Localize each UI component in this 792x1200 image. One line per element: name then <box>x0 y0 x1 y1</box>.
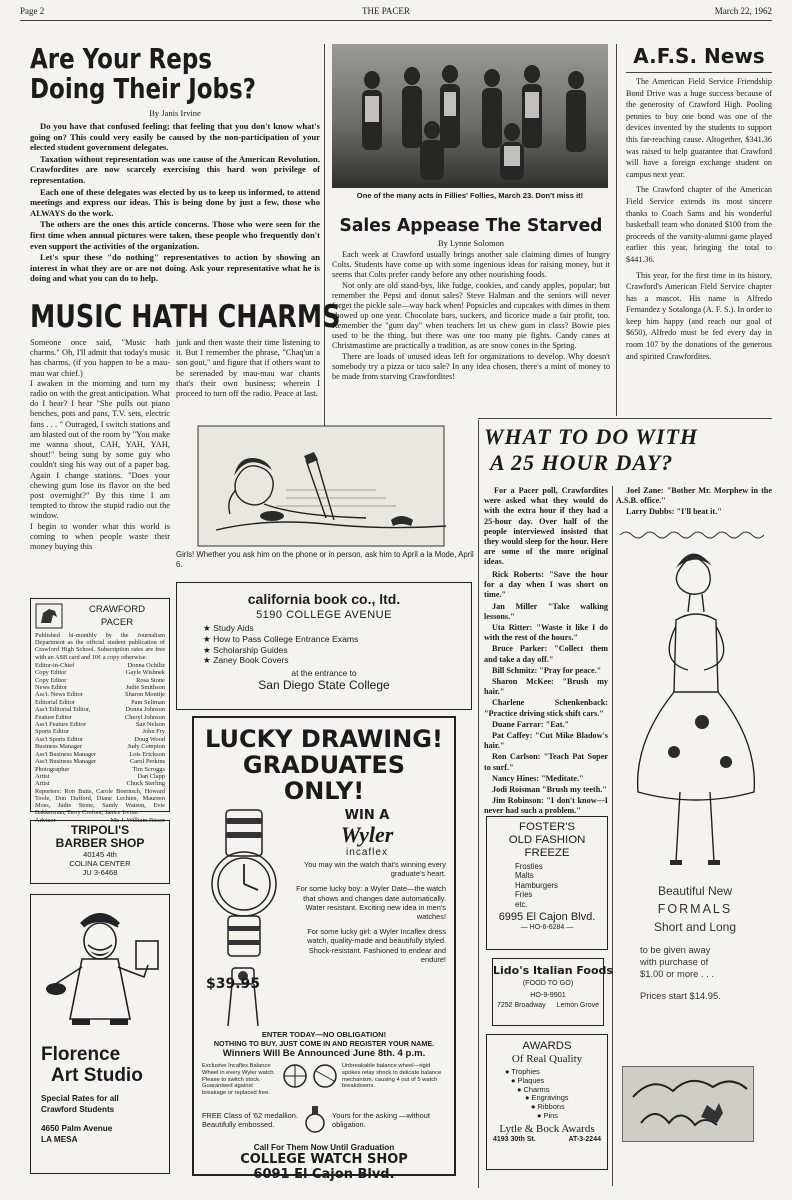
tripoli-address-1: 40145 4th <box>83 850 117 859</box>
sales-headline: Sales Appease The Starved <box>339 215 603 236</box>
newspaper-name: THE PACER <box>362 6 410 16</box>
staff-name: Lois Erickson <box>129 750 165 758</box>
wyler-middle <box>202 808 446 1028</box>
horse-logo-icon <box>35 603 63 629</box>
bullet-icon: ★ <box>203 633 214 644</box>
reps-article <box>30 44 320 285</box>
fosters-name-3: FREEZE <box>524 847 570 859</box>
staff-name: Pam Seliman <box>131 698 165 706</box>
column-rule <box>612 486 613 1186</box>
awards-item-text: Plaques <box>517 1075 545 1085</box>
formals-line-2: FORMALS <box>657 902 733 916</box>
wyler-text-3: For some lucky girl: a Wyler Incaflex dress watch, quality-made and beautifully styled. Shock-resistant. Fashioned to endear and endure! <box>307 927 446 964</box>
wyler-call: Call For Them Now Until Graduation <box>253 1142 395 1152</box>
pacer-title-line2: PACER <box>100 617 134 628</box>
wyler-headline-3: ONLY! <box>283 777 365 805</box>
medallion-icon <box>304 1105 326 1135</box>
column-rule <box>616 44 617 416</box>
staff-name: Gayle Wishnek <box>125 669 165 677</box>
wyler-text-1: You may win the watch that's winning every graduate's heart. <box>303 860 446 879</box>
music-headline: MUSIC HATH CHARMS <box>30 299 341 335</box>
california-book-item <box>203 623 453 634</box>
staff-role: Copy Editor <box>35 669 67 677</box>
wyler-balance-text-2: Unbreakable balance wheel—rigid spokes relay shock to delicate balance mechanism, causing 4 out of 5 watch breakdowns. <box>342 1063 442 1090</box>
staff-row <box>35 736 165 743</box>
hour-quote: Ron Carlson: "Teach Pat Soper to surf." <box>484 752 608 772</box>
lidos-name: Lido's Italian Foods <box>493 964 613 977</box>
reps-headline-1: Are Your Reps <box>30 42 212 75</box>
staff-row <box>35 699 165 706</box>
awards-item-text: Trophies <box>511 1067 540 1076</box>
wyler-subbrand: incaflex <box>346 847 388 858</box>
tripoli-address-2: COLINA CENTER <box>69 859 131 868</box>
florence-ad <box>30 894 170 1174</box>
california-book-college: San Diego State College <box>258 678 390 693</box>
wyler-ad <box>192 716 456 1182</box>
column-rule <box>478 420 479 1188</box>
staff-name: Donna Ochiltz <box>127 661 165 669</box>
follies-silhouettes <box>332 44 608 188</box>
fosters-menu <box>487 862 607 909</box>
staff-role: Ass't. News Editor <box>35 691 83 699</box>
bullet-icon: ● <box>537 1110 544 1120</box>
staff-role: Editor-in-Chief <box>35 661 75 669</box>
staff-name: Doug Wood <box>134 735 165 743</box>
pacer-staff-list <box>35 662 165 788</box>
awards-item-text: Ribbons <box>537 1102 565 1112</box>
staff-role: Photographer <box>35 765 70 773</box>
reps-paragraph: Taxation without representation was one cause of the American Revolution. Crawfordites are now scarcely exercising this hard won privilege of representation. <box>30 153 320 185</box>
staff-row <box>35 721 165 728</box>
artist-illustration <box>32 901 168 1037</box>
awards-phone: AT-3-2244 <box>568 1135 601 1143</box>
sales-article <box>332 216 610 383</box>
bullet-icon: ● <box>531 1102 538 1112</box>
watch-illustration <box>202 808 288 1028</box>
pacer-reporters: Reporters: Ron Butts, Carole Boernsch, Howard Toole, Don Dufford, Diane Lechien, Maureen Moss, Judie Stone, Sandy Watson, Evie Bakkerman, Terry Crofoot, Janice Irvine. <box>35 787 165 817</box>
california-book-item-text: Study Aids <box>213 623 254 633</box>
pacer-title <box>69 603 165 629</box>
staff-role: Business Manager <box>35 743 83 751</box>
staff-name: Sharon Montije <box>125 691 165 699</box>
staff-role: Artist <box>35 780 50 788</box>
staff-name: Mr. J. William Risser <box>110 816 165 824</box>
tripoli-name-1: TRIPOLI'S <box>70 823 130 837</box>
staff-row <box>35 662 165 669</box>
california-book-name: california book co., ltd. <box>247 591 401 607</box>
lidos-ad <box>492 958 613 1026</box>
wyler-brand: Wyler <box>340 822 394 847</box>
wyler-text-column <box>288 808 446 1028</box>
formals-border <box>618 528 772 542</box>
fosters-menu-item-text: Malts <box>515 871 534 881</box>
awards-title: AWARDS <box>522 1040 572 1052</box>
music-column-1: Someone once said, "Music hath charms." Oh, I'll admit that today's music has charms, (if you happen to be a mau-mau war chief.) I awaken in the morning and turn my radio on with the great anticipation. What do I hear? I hear "She pulls out piano benches, pots and pans, T.V. sets, electric fans . . . " Outraged, I switch stations and am blasted out of the room by "You make me wanna shout, CAH, YAH, YAH, shout!" being sung by some guy who couldn't sing his way out of a paper bag. Again I change stations. "Does your chewing gum lose its flavor on the bed post overnight?" By this time I am tempted to throw the stupid radio out the window. I begin to wonder what this world is coming to when people waste their money buying this <box>30 338 170 552</box>
wyler-shop: COLLEGE WATCH SHOP <box>240 1151 408 1167</box>
tripoli-ad <box>30 820 170 884</box>
fosters-menu-item-text: Fries <box>515 890 533 900</box>
florence-line-2: Crawford Students <box>41 1105 115 1114</box>
florence-address-1: 4650 Palm Avenue <box>41 1124 113 1133</box>
hour-day-article <box>484 424 772 476</box>
fosters-menu-item <box>515 890 607 899</box>
staff-role: Advisor <box>35 816 56 824</box>
staff-name: Chuck Sterling <box>126 780 165 788</box>
staff-name: Judie Smithson <box>125 684 165 692</box>
wyler-free-text-2: Yours for the asking —without obligation. <box>332 1110 430 1129</box>
wyler-text-2: For some lucky boy: a Wyler Date—the watch that shows and changes date automatically. Water resistant. Exciting new idea in men's watches! <box>296 884 446 922</box>
afs-article <box>626 44 772 363</box>
balance-wheel-broken-icon <box>312 1063 338 1089</box>
sales-paragraph: There are loads of unused ideas left for organizations to develop. Why doesn't somebody try a pizza or taco sale? In any idea chosen, there's a mint of money to be made from starving Crawfordites! <box>332 352 610 381</box>
fosters-menu-item <box>515 862 607 871</box>
afs-paragraph: The American Field Service Friendship Bond Drive was a huge success because of the generosity of Crawford High. Pooling pennies to buy one bond was one of the devices invented by the students to support this far-reaching cause. Altogether, $341.36 was raised to help guarantee that Crawford will have a foreign exchange student on campus next year. <box>626 77 772 179</box>
formals-ad <box>618 528 772 1178</box>
afs-paragraph: This year, for the first time in its history, Crawford's American Field Service chapter has a mascot. His name is Alfredo Fernandez y Sotalonga (A. F. S.). In order to keep him happy (and reach our goal of $650), Alfredo must be fed every day in room 107 by the donations of the generous and spirited Crawfordites. <box>626 270 772 361</box>
california-book-at: at the entrance to <box>291 668 357 679</box>
sales-body <box>332 250 610 382</box>
staff-role: Ass't Editorial Editor, <box>35 706 91 714</box>
fosters-menu-item-text: Hamburgers <box>515 880 558 890</box>
girl-phone-ad <box>176 420 474 570</box>
fosters-menu-item-text: Frosties <box>515 862 543 871</box>
awards-address: 4193 30th St. <box>493 1135 536 1143</box>
formal-dress-illustration <box>618 542 772 872</box>
wyler-headline-1: LUCKY DRAWING! <box>205 725 443 753</box>
california-book-item-text: How to Pass College Entrance Exams <box>213 633 359 644</box>
fosters-name-2: OLD FASHION <box>508 834 586 846</box>
staff-row <box>35 780 165 787</box>
florence-text <box>31 1045 169 1145</box>
awards-item-text: Engravings <box>531 1093 569 1103</box>
tripoli-phone: JU 3-6468 <box>82 868 118 877</box>
california-book-ad <box>176 582 472 710</box>
page-number: Page 2 <box>20 6 45 16</box>
follies-caption: One of the many acts in Fillies' Follies, March 23. Don't miss it! <box>356 191 584 200</box>
wyler-enter-2: NOTHING TO BUY. JUST COME IN AND REGISTER YOUR NAME. <box>213 1039 435 1048</box>
fosters-address: 6995 El Cajon Blvd. <box>498 911 596 924</box>
hour-quote: Jodi Roisman "Brush my teeth." <box>492 785 607 795</box>
wyler-balance-row <box>202 1063 446 1097</box>
lidos-address-1: 7252 Broadway <box>497 1002 546 1009</box>
formals-line-6: $1.00 or more . . . <box>640 968 714 979</box>
hour-quote: Joel Zane: "Bother Mr. Morphew in the A.S.B. office." <box>616 486 772 506</box>
staff-name: Tim Scroggs <box>132 765 165 773</box>
california-book-item <box>203 655 453 666</box>
staff-name: John Fry <box>142 728 165 736</box>
staff-row <box>35 773 165 780</box>
staff-role: Ass't Business Manager <box>35 758 97 766</box>
awards-item-text: Pins <box>543 1110 558 1120</box>
music-column-2: junk and then waste their time listening to it. But I remember the phrase, "Chaq'un a son gout," and figure that if others want to be serenaded by mau-mau war chants that's their own business; wherein I proceed to turn off the radio. Peace at last. <box>176 338 320 399</box>
hour-headline-2: A 25 HOUR DAY? <box>490 450 674 475</box>
hour-quote: Bruce Parker: "Collect them and take a day off." <box>484 644 608 664</box>
fosters-menu-item-text: etc. <box>515 899 528 909</box>
staff-role: Ass't Sports Editor <box>35 735 84 743</box>
hour-quote: Nancy Hines: "Meditate." <box>492 773 584 783</box>
staff-role: News Editor <box>35 684 68 692</box>
hour-intro: For a Pacer poll, Crawfordites were asked what they would do with the extra hour if they had a 25-hour day. Over half of the people interviewed insisted that they would sleep for the hour. Here are some of the more original ideas. <box>484 486 608 567</box>
formals-line-7: Prices start $14.95. <box>640 990 721 1001</box>
staff-row <box>35 669 165 676</box>
staff-row <box>35 743 165 750</box>
california-book-item <box>203 645 453 656</box>
lidos-address <box>493 1001 603 1010</box>
florence-name-1: Florence <box>41 1044 121 1065</box>
awards-sub: Of Real Quality <box>511 1053 583 1065</box>
music-article <box>30 299 341 335</box>
staff-row <box>35 751 165 758</box>
bullet-icon: ● <box>505 1067 512 1076</box>
hour-quotes-right <box>616 486 772 519</box>
wyler-winners: Winners Will Be Announced June 8th. 4 p.m. <box>222 1048 426 1059</box>
lidos-sub: (FOOD TO GO) <box>522 978 574 987</box>
wyler-free-row <box>202 1105 446 1135</box>
california-book-address: 5190 COLLEGE AVENUE <box>256 609 392 621</box>
bullet-icon: ● <box>525 1093 532 1103</box>
afs-headline: A.F.S. News <box>633 44 765 68</box>
staff-role: Sports Editor <box>35 728 69 736</box>
girl-caption: Girls! Whether you ask him on the phone or in person, ask him to April a la Mode, April 6. <box>176 550 474 569</box>
bullet-icon: ★ <box>203 644 214 655</box>
staff-row <box>35 714 165 721</box>
wyler-enter-1: ENTER TODAY—NO OBLIGATION! <box>261 1030 387 1039</box>
staff-row <box>35 728 165 735</box>
formals-line-1: Beautiful New <box>657 884 733 898</box>
awards-items <box>487 1068 607 1121</box>
formals-line-4: to be given away <box>640 944 711 955</box>
staff-role: Editorial Editor <box>35 698 75 706</box>
california-book-item-text: Zaney Book Covers <box>213 655 289 666</box>
awards-name: Lytle & Bock Awards <box>499 1122 595 1135</box>
staff-name: Cheryl Johnson <box>125 713 165 721</box>
staff-row <box>35 706 165 713</box>
reps-paragraph: Let's spur these "do nothing" representatives to action by showing an interest in what they are or are not doing. Ask your representative what he is doing and what you can do to help. <box>30 252 320 284</box>
pacer-masthead <box>30 598 170 824</box>
lidos-phone: HO-9-9901 <box>530 990 566 999</box>
hour-quote: Charlene Schenkenback: "Practice driving stick shift cars." <box>484 698 608 718</box>
florence-name-2: Art Studio <box>51 1065 143 1086</box>
wyler-balance-text-1: Exclusive Incaflex Balance Wheel in every Wyler watch. Please to switch stock. Guaranteed against breakage or replaced free. <box>202 1063 276 1097</box>
fosters-menu-item <box>515 881 607 890</box>
tripoli-name-2: BARBER SHOP <box>55 836 145 850</box>
florence-line-1: Special Rates for all <box>41 1094 119 1103</box>
formals-line-3: Short and Long <box>653 920 737 934</box>
california-book-item <box>203 634 453 645</box>
california-book-item-text: Scholarship Guides <box>213 644 288 655</box>
wyler-headline-2: GRADUATES <box>242 751 406 779</box>
follies-photo <box>332 44 608 188</box>
hour-quote: Duane Farrar: "Eat." <box>492 719 570 729</box>
pacer-title-line1: CRAWFORD <box>88 604 146 615</box>
little-fawn-logo <box>622 1066 754 1142</box>
awards-item-text: Charms <box>523 1084 550 1094</box>
staff-row <box>35 758 165 765</box>
reps-byline: By Janis Irvine <box>149 108 201 118</box>
afs-rule <box>626 72 772 73</box>
reps-paragraph: The others are the ones this article concerns. Those who were seen for the first time when annual pictures were taken, these people who frequently don't even support the activities of the organization. <box>30 219 320 251</box>
reps-paragraph: Do you have that confused feeling; that feeling that you don't know what's going on? This could very easily be caused by the non-participation of your elected student government delegates. <box>30 121 320 153</box>
hour-quote: Larry Dubbs: "I'll beat it." <box>626 507 722 517</box>
issue-date: March 22, 1962 <box>714 6 772 16</box>
hour-quote: Bill Schmitz: "Pray for peace." <box>492 665 602 675</box>
pacer-nameplate <box>35 603 165 629</box>
staff-role: Copy Editor <box>35 676 67 684</box>
awards-item <box>505 1112 607 1121</box>
awards-ad <box>486 1034 608 1170</box>
formals-line-5: with purchase of <box>640 956 709 967</box>
fosters-menu-item <box>515 871 607 880</box>
section-rule <box>478 418 772 419</box>
header-rule <box>20 20 772 21</box>
staff-role: Feature Editor <box>35 713 72 721</box>
staff-name: Judy Compton <box>127 743 165 751</box>
staff-row <box>35 677 165 684</box>
balance-wheel-icon <box>282 1063 308 1089</box>
fosters-ad <box>486 816 608 950</box>
afs-paragraph: The Crawford chapter of the American Field Service extends its most sincere thanks to Coach Sams and his wonderful basketball team who donated $100 from the proceeds of the varsity-alumni game played earlier this year, bringing the total to $441.36. <box>626 185 772 264</box>
staff-role: Ass't Business Manager <box>35 750 97 758</box>
wyler-address: 6091 El Cajon Blvd. <box>253 1166 395 1182</box>
little-fawn-logo-art <box>623 1067 755 1143</box>
hour-quote: Pat Caffey: "Cut Mike Bladow's hair." <box>484 731 608 751</box>
wyler-free-text-1: FREE Class of '62 medallion. Beautifully embossed. <box>202 1110 298 1129</box>
wyler-win: WIN A <box>344 808 390 823</box>
girl-phone-illustration <box>176 420 474 548</box>
hour-headline-1: WHAT TO DO WITH <box>484 424 699 449</box>
reps-headline-2: Doing Their Jobs? <box>30 72 256 105</box>
sales-byline: By Lynne Solomon <box>437 238 505 248</box>
staff-name: Sue Nelson <box>135 721 165 729</box>
staff-role: Ass't Feature Editor <box>35 721 86 729</box>
awards-contact <box>487 1136 607 1143</box>
staff-row <box>35 691 165 698</box>
bullet-icon: ★ <box>203 623 214 633</box>
staff-name: Dan Clapp <box>137 772 165 780</box>
fosters-phone: — HO-6-6284 — <box>520 924 574 932</box>
hour-quotes <box>484 570 608 818</box>
afs-body <box>626 76 772 362</box>
staff-name: Rosa Stone <box>136 676 165 684</box>
lidos-address-2: Lemon Grove <box>556 1002 599 1009</box>
fosters-name-1: FOSTER'S <box>519 821 575 833</box>
hour-quote: Jim Robinson: "I don't know—I never had such a problem." <box>484 796 608 816</box>
follies-photo-block <box>332 44 608 200</box>
california-book-items <box>195 623 453 666</box>
reps-body <box>30 121 320 284</box>
hour-quote: Sharon McKee: "Brush my hair." <box>484 677 608 697</box>
pacer-masthead-text: Published bi-monthly by the Journalism Department as the official student publication of Crawford High School. Subscription rates are free with an ASB card and 10¢ a copy otherwise. <box>35 632 165 661</box>
bullet-icon: ● <box>517 1084 524 1094</box>
staff-name: Carol Perkins <box>130 758 165 766</box>
bullet-icon: ● <box>511 1075 518 1085</box>
wyler-price: $39.95 <box>206 976 261 992</box>
hour-quote: Uta Ritter: "Waste it like I do with the rest of the hours." <box>484 623 608 643</box>
staff-name: Donna Johnson <box>125 706 165 714</box>
staff-role: Artist <box>35 772 50 780</box>
hour-quote: Jan Miller "Take walking lessons." <box>484 601 608 621</box>
page-header <box>20 6 772 18</box>
reps-paragraph: Each one of these delegates was elected by us to keep us informed, to attend meetings and express our ideas. This is being done by just a few, those who ALWAYS do the work. <box>30 186 320 218</box>
staff-row <box>35 766 165 773</box>
bullet-icon: ★ <box>203 655 214 666</box>
sales-paragraph: Not only are old stand-bys, like fudge, cookies, and candy apples, popular; but remember the Pepsi and donut sales? Steve Halman and the seniors will never forget the pickle sale—way back when! Popsicles and cupcakes with dimes in them showed up one year. Chocolate bars, suckers, and licorice made a fair profit, too. Remember the "gum day" when teachers let us chew gum in class? Bowie pies used to be the thing, but there was one too many pie fights. Candy canes at Christmastime are practically a tradition, as are snow cones in the Spring. <box>332 281 610 350</box>
staff-row <box>35 684 165 691</box>
fosters-menu-item <box>515 900 607 909</box>
hour-quote: Rick Roberts: "Save the hour for a day when I was short on time." <box>484 570 608 600</box>
florence-address-2: LA MESA <box>41 1135 78 1144</box>
sales-paragraph: Each week at Crawford usually brings another sale claiming dimes of hungry Colts. Students have come up with some ingenious ideas for raising money, but it seems that Colts prefer candy before any other nourishing foods. <box>332 250 610 279</box>
